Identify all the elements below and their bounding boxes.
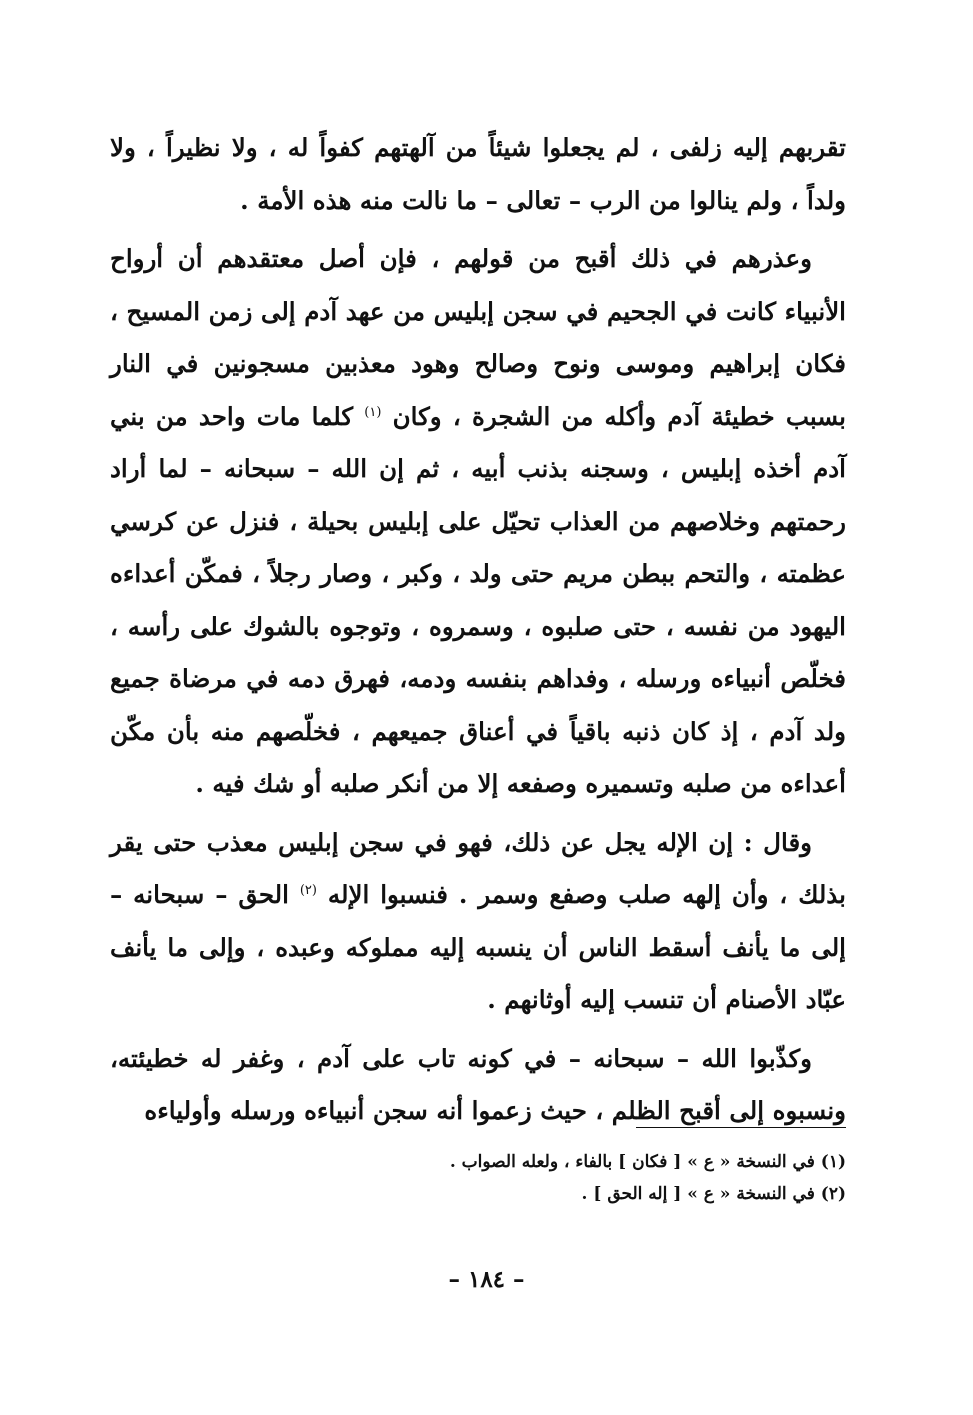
- paragraph-text: وقال : إن الإله يجل عن ذلك، فهو في سجن إبليس معذب حتى يقر بذلك ، وأن إلهه صلب وصفع وسمر . فنسبوا الإله: [110, 827, 846, 909]
- paragraph-text: كلما مات واحد من بني آدم أخذه إبليس ، وسجنه بذنب أبيه ، ثم إن الله – سبحانه – لما أراد رحمتهم وخلاصهم من العذاب تحيّل على إبليس بحيلة ، فنزل عن كرسي عظمته ، والتحم ببطن مريم حتى ولد ، وكبر ، وصار رجلاً ، فمكّن أعداءه اليهود من نفسه ، حتى صلبوه ، وسمروه ، وتوجوه بالشوك على رأسه ، فخلّص أنبياءه ورسله ، وفداهم بنفسه ودمه، فهرق دمه في مرضاة جميع ولد آدم ، إذ كان ذنبه باقياً في أعناق جميعهم ، فخلّصهم منه بأن مكّن أعداءه من صلبه وتسميره وصفعه إلا من أنكر صلبه أو شك فيه .: [110, 401, 846, 798]
- paragraph-text: وعذرهم في ذلك أقبح من قولهم ، فإن أصل معتقدهم أن أرواح الأنبياء كانت في الجحيم في سجن إبليس من عهد آدم إلى زمن المسيح ، فكان إبراهيم وموسى ونوح وصالح وهود معذبين مسجونين في النار بسبب خطيئة آدم وأكله من الشجرة ، وكان: [110, 244, 846, 431]
- paragraph-text: وكذّبوا الله – سبحانه – في كونه تاب على آدم ، وغفر له خطيئته، ونسبوه إلى أقبح الظلم ، حيث زعموا أنه سجن أنبياءه ورسله وأولياءه: [110, 1043, 846, 1125]
- footnote-1: (١) في النسخة « ع » [ فكان ] بالفاء ، ولعله الصواب .: [449, 1152, 846, 1172]
- paragraph-text: تقربهم إليه زلفى ، لم يجعلوا شيئاً من آلهتهم كفواً له ، ولا نظيراً ، ولا ولداً ، ولم ينالوا من الرب – تعالى – ما نالت منه هذه الأمة .: [110, 133, 846, 215]
- footnote-reference-2[interactable]: (٢): [299, 882, 317, 898]
- paragraph-1: [110, 122, 846, 227]
- main-text: [110, 122, 846, 1138]
- paragraph-text: الحق – سبحانه – إلى ما يأنف أسقط الناس أن ينسبه إليه مملوكه وعبده ، وإلى ما يأنف عبّاد الأصنام أن تنسب إليه أوثانهم .: [110, 880, 846, 1014]
- footnote-2: (٢) في النسخة « ع » [ إله الحق ] .: [581, 1184, 846, 1204]
- footnote-reference-1[interactable]: (١): [364, 404, 382, 420]
- paragraph-3: [110, 817, 846, 1027]
- page-number: – ١٨٤ –: [448, 1266, 525, 1293]
- paragraph-2: [110, 233, 846, 811]
- paragraph-4: [110, 1033, 846, 1138]
- footnotes: [300, 1146, 846, 1210]
- footnote-divider: [636, 1127, 846, 1128]
